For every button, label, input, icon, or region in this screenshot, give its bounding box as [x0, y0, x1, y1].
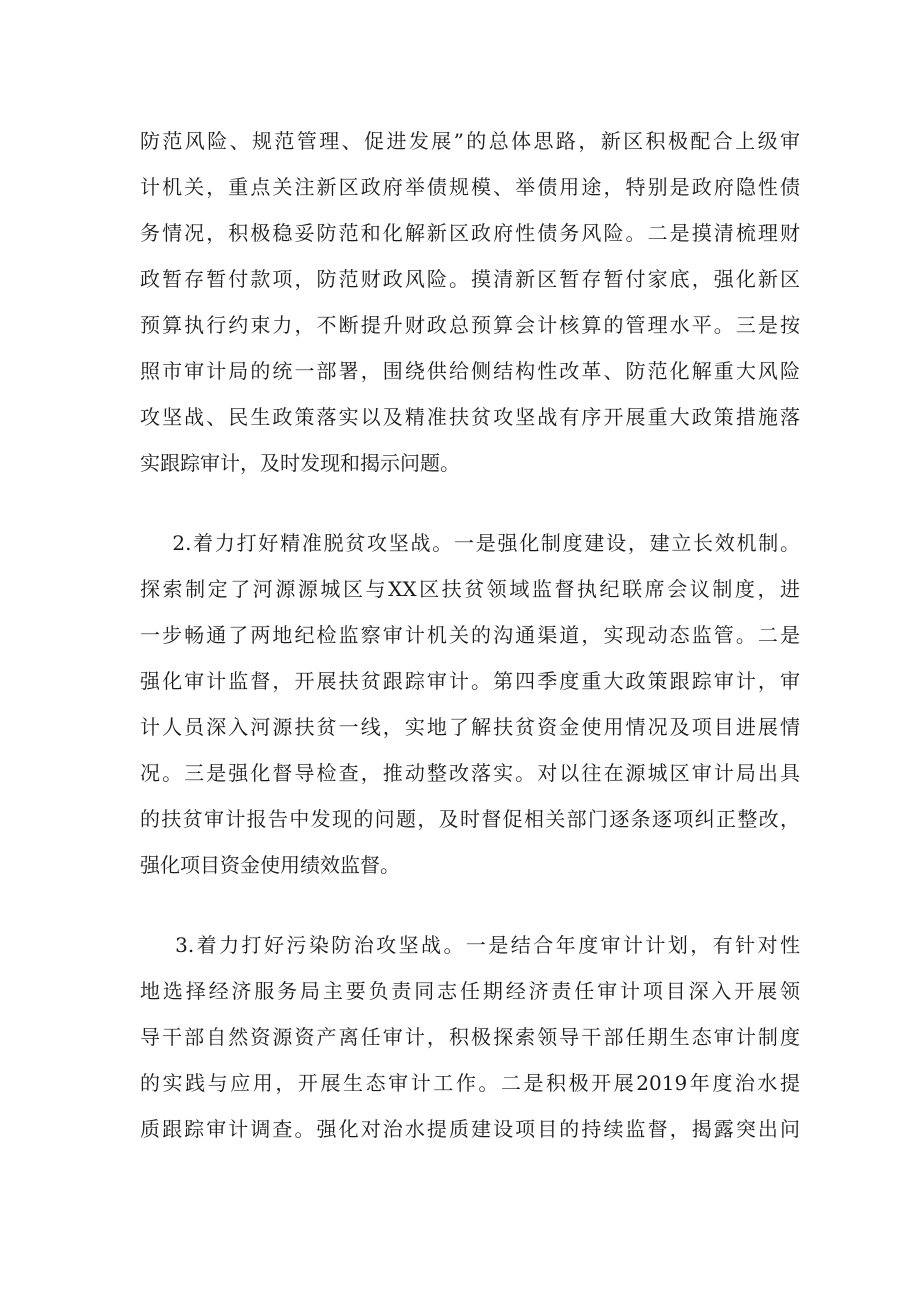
document-body	[140, 118, 800, 1152]
text-line: 计人员深入河源扶贫一线，实地了解扶贫资金使用情况及项目进展情	[140, 715, 800, 739]
text-line: 一步畅通了两地纪检监察审计机关的沟通渠道，实现动态监管。二是	[140, 623, 800, 647]
text-line: 地选择经济服务局主要负责同志任期经济责任审计项目深入开展领	[140, 979, 800, 1003]
paragraph-gap	[140, 888, 800, 922]
text-line: 探索制定了河源源城区与XX区扶贫领域监督执纪联席会议制度，进	[140, 577, 800, 601]
text-line: 的扶贫审计报告中发现的问题，及时督促相关部门逐条逐项纠正整改，	[140, 807, 800, 831]
text-line: 防范风险、规范管理、促进发展”的总体思路，新区积极配合上级审	[140, 129, 800, 153]
text-line: 的实践与应用，开展生态审计工作。二是积极开展2019年度治水提	[140, 1071, 800, 1095]
text-line: 实跟踪审计，及时发现和揭示问题。	[140, 451, 460, 475]
text-line: 2.着力打好精准脱贫攻坚战。一是强化制度建设，建立长效机制。	[140, 531, 800, 555]
paragraph-3	[140, 922, 800, 1152]
text-line: 3.着力打好污染防治攻坚战。一是结合年度审计计划，有针对性	[140, 933, 800, 957]
text-line: 政暂存暂付款项，防范财政风险。摸清新区暂存暂付家底，强化新区	[140, 267, 800, 291]
paragraph-1	[140, 118, 800, 486]
text-line: 攻坚战、民生政策落实以及精准扶贫攻坚战有序开展重大政策措施落	[140, 405, 800, 429]
text-line: 况。三是强化督导检查，推动整改落实。对以往在源城区审计局出具	[140, 761, 800, 785]
paragraph-2	[140, 520, 800, 888]
text-line: 务情况，积极稳妥防范和化解新区政府性债务风险。二是摸清梳理财	[140, 221, 800, 245]
text-line: 强化审计监督，开展扶贫跟踪审计。第四季度重大政策跟踪审计，审	[140, 669, 800, 693]
text-line: 计机关，重点关注新区政府举债规模、举债用途，特别是政府隐性债	[140, 175, 800, 199]
text-line: 预算执行约束力，不断提升财政总预算会计核算的管理水平。三是按	[140, 313, 800, 337]
paragraph-gap	[140, 486, 800, 520]
text-line: 导干部自然资源资产离任审计，积极探索领导干部任期生态审计制度	[140, 1025, 800, 1049]
text-line: 照市审计局的统一部署，围绕供给侧结构性改革、防范化解重大风险	[140, 359, 800, 383]
text-line: 强化项目资金使用绩效监督。	[140, 853, 400, 877]
text-line: 质跟踪审计调查。强化对治水提质建设项目的持续监督，揭露突出问	[140, 1117, 800, 1141]
